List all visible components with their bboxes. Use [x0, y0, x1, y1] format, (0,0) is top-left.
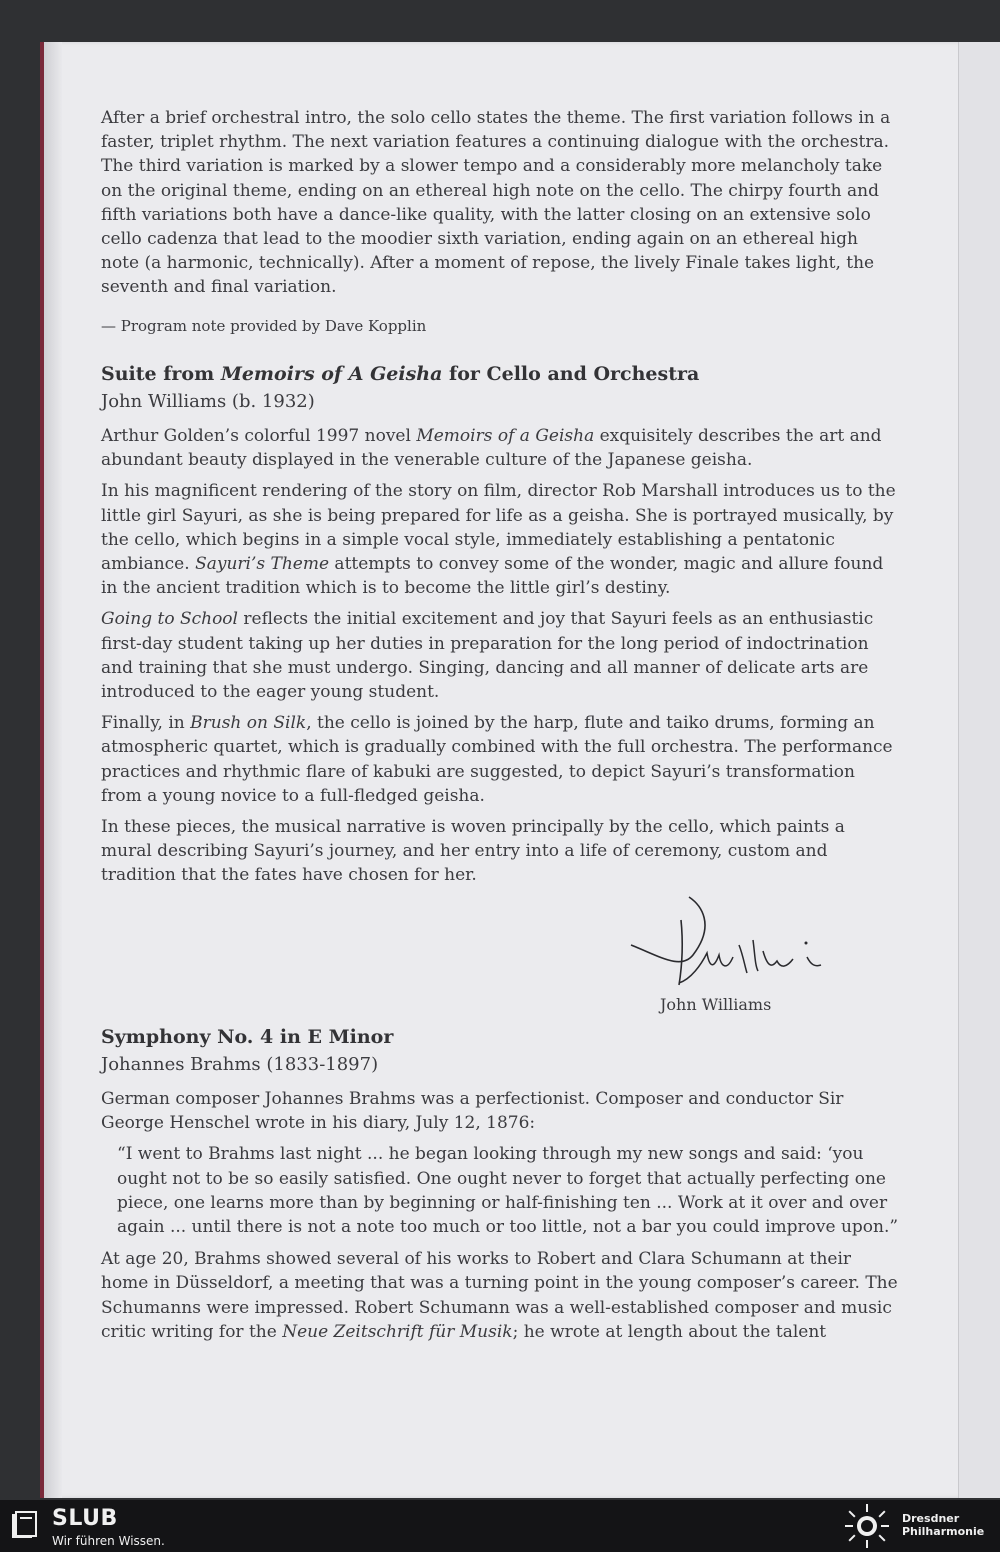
program-note-credit: — Program note provided by Dave Kopplin — [101, 316, 427, 335]
brahms-paragraph-1: German composer Johannes Brahms was a perfectionist. Composer and conductor Sir George Henschel wrote in his diary, July 12, 1876: — [101, 1088, 844, 1134]
brahms-composer: Johannes Brahms (1833-1897) — [101, 1053, 379, 1075]
geisha-paragraph-4: Finally, in Brush on Silk, the cello is joined by the harp, flute and taiko drums, forming an atmospheric quartet, which is gradually combined with the full orchestra. The performance practices and rhythmic flare of kabuki are suggested, to depict Sayuri’s transformation from a young novice to a full-fledged geisha. — [101, 713, 893, 806]
geisha-composer: John Williams (b. 1932) — [101, 390, 315, 412]
geisha-paragraph-2: In his magnificent rendering of the story on film, director Rob Marshall introduces us to the little girl Sayuri, as she is being prepared for life as a geisha. She is portrayed musically, by the cello, which begins in a simple vocal style, immediately establishing a pentatonic ambiance. Sayuri’s Theme attempts to convey some of the wonder, magic and allure found in the ancient tradition which is to become the little girl’s destiny. — [101, 481, 896, 599]
slub-logo-text[interactable]: SLUB — [52, 1506, 118, 1531]
handwritten-signature — [621, 895, 851, 995]
viewer-footer — [0, 1500, 1000, 1552]
signature-block — [101, 895, 901, 1023]
philharmonie-logo-text[interactable]: Dresdner Philharmonie — [902, 1512, 985, 1538]
geisha-paragraph-5: In these pieces, the musical narrative is woven principally by the cello, which paints a mural describing Sayuri’s journey, and her entry into a life of ceremony, custom and tradition that the fates have chosen for her. — [101, 817, 845, 886]
page-gutter-shadow — [44, 42, 62, 1498]
brahms-quote: “I went to Brahms last night ... he began looking through my new songs and said: ‘you ought not to be so easily satisfied. One ought never to forget that actually perfecting one piece, one learns more than by beginning or half-finishing ten ... Work at it over and over again ... until there is not a note too much or too little, not a bar you could improve upon.” — [117, 1144, 899, 1237]
facing-page-edge — [958, 42, 1000, 1498]
signature-caption: John Williams — [660, 994, 772, 1014]
slub-logo-icon[interactable] — [8, 1510, 40, 1542]
geisha-paragraph-3: Going to School reflects the initial excitement and joy that Sayuri feels as an enthusiastic first-day student taking up her duties in preparation for the long period of indoctrination and training that she must undergo. Singing, dancing and all manner of delicate arts are introduced to the eager young student. — [101, 609, 874, 703]
intro-paragraph: After a brief orchestral intro, the solo cello states the theme. The first variation follows in a faster, triplet rhythm. The next variation features a continuing dialogue with the orchestra. The third variation is marked by a slower tempo and a considerably more melancholy take on the original theme, ending on an ethereal high note on the cello. The chirpy fourth and fifth variations both have a dance-like quality, with the latter closing on an extensive solo cello cadenza that lead to the moodier sixth variation, ending again on an ethereal high note (a harmonic, technically). After a moment of repose, the lively Finale takes light, the seventh and final variation. — [101, 108, 891, 298]
slub-tagline: Wir führen Wissen. — [52, 1534, 165, 1548]
geisha-section-title: Suite from Memoirs of A Geisha for Cello and Orchestra — [101, 362, 700, 385]
brahms-paragraph-2: At age 20, Brahms showed several of his works to Robert and Clara Schumann at their home in Düsseldorf, a meeting that was a turning point in the young composer’s career. The Schumanns were impressed. Robert Schumann was a well-established composer and music critic writing for the Neue Zeitschrift für Musik; he wrote at length about the talent — [101, 1249, 898, 1342]
page-content — [101, 106, 901, 1351]
brahms-section-title: Symphony No. 4 in E Minor — [101, 1025, 394, 1048]
geisha-paragraph-1: Arthur Golden’s colorful 1997 novel Memoirs of a Geisha exquisitely describes the art and abundant beauty displayed in the venerable culture of the Japanese geisha. — [101, 426, 882, 471]
philharmonie-logo-icon[interactable] — [842, 1503, 892, 1549]
